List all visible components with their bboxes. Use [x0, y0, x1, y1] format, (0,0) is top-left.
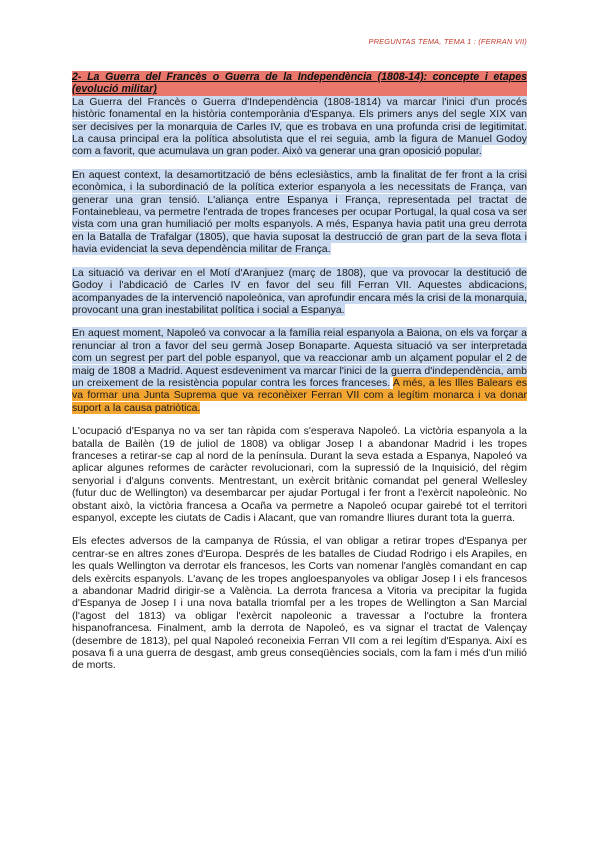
- section-heading: 2- La Guerra del Francès o Guerra de la Independència (1808-14): concepte i etapes (evolució militar): [72, 71, 527, 96]
- paragraph-2: [72, 169, 527, 256]
- paragraph-2-text: En aquest context, la desamortització de béns eclesiàstics, amb la finalitat de fer front a la crisi econòmica, i la subordinació de la política exterior espanyola a les necessitats de França, van generar una gran tensió. L'aliança entre Espanya i França, representada pel tractat de Fontainebleau, va permetre l'entrada de tropes franceses per ocupar Portugal, la qual cosa va ser vista com una gran humiliació per molts espanyols. A més, Espanya havia patit una greu derrota en la Batalla de Trafalgar (1805), que havia suposat la destrucció de gran part de la seva flota i havia evidenciat la seva dependència militar de França.: [72, 168, 527, 256]
- document-body: [72, 71, 527, 683]
- paragraph-4: [72, 327, 527, 414]
- paragraph-5: L'ocupació d'Espanya no va ser tan ràpida com s'esperava Napoleó. La victòria espanyola a la batalla de Bailèn (19 de juliol de 1808) va obligar Josep I a abandonar Madrid i les tropes franceses a retirar-se cap al nord de la península. Durant la seva estada a Espanya, Napoleó va aplicar algunes reformes de caràcter revolucionari, com la supressió de la Inquisició, del règim senyorial i d'alguns convents. Mentrestant, un exèrcit britànic comandat pel general Wellesley (futur duc de Wellington) va desembarcar per ajudar Portugal i fer front a l'exèrcit napoleònic. No obstant això, la victòria francesa a Ocaña va permetre a Napoleó ocupar gairebé tot el territori espanyol, excepte les ciutats de Cadis i Alacant, que van romandre lliures durant tota la guerra.: [72, 425, 527, 524]
- page-header: PREGUNTAS TEMA, TEMA 1 : (FERRAN VII): [368, 37, 527, 46]
- paragraph-1-text: La Guerra del Francès o Guerra d'Independència (1808-1814) va marcar l'inici d'un procés històric fonamental en la història contemporània d'Espanya. Els primers anys del segle XIX van ser decisives per la monarquia de Carles IV, que es trobava en una profunda crisi de legitimitat. La causa principal era la política absolutista que el rei seguia, amb la figura de Manuel Godoy com a favorit, que acumulava un gran poder. Això va generar una gran oposició popular.: [72, 95, 527, 158]
- paragraph-6: Els efectes adversos de la campanya de Rússia, el van obligar a retirar tropes d'Espanya per centrar-se en altres zones d'Europa. Després de les batalles de Ciudad Rodrigo i els Arapiles, en les quals Wellington va derrotar els francesos, les Corts van nomenar l'anglès comandant en cap dels exèrcits espanyols. L'avanç de les tropes angloespanyoles va obligar Josep I i els francesos a abandonar Madrid dirigir-se a València. La derrota francesa a Vitoria va precipitar la fugida d'Espanya de Josep I i una nova batalla triomfal per a les tropes de Wellington a San Marcial (l'agost del 1813) va obligar l'exèrcit napoleonic a travessar a l'octubre la frontera hispanofrancesa. Finalment, amb la derrota de Napoleó, es va signar el tractat de Valençay (desembre de 1813), pel qual Napoleó reconeixia Ferran VII com a rei legítim d'Espanya. Així es posava fi a una guerra de desgast, amb greus conseqüències socials, com la fam i més d'un milió de morts.: [72, 535, 527, 672]
- paragraph-4-text: En aquest moment, Napoleó va convocar a la família reial espanyola a Baiona, on els va forçar a renunciar al tron a favor del seu germà Josep Bonaparte. Aquesta situació va ser interpretada com un segrest per part del poble espanyol, que va reaccionar amb un alçament popular el 2 de maig de 1808 a Madrid. Aquest esdeveniment va marcar l'inici de la guerra d'independència, amb un creixement de la resistència popular contra les forces franceses.: [72, 327, 527, 389]
- paragraph-3: [72, 267, 527, 317]
- paragraph-1: [72, 96, 527, 158]
- paragraph-4-highlight: A més, a les Illes Balears es va formar una Junta Suprema que va reconèixer Ferran VII com a legítim monarca i va donar suport a la causa patriòtica.: [72, 376, 527, 414]
- paragraph-3-text: La situació va derivar en el Motí d'Aranjuez (març de 1808), que va provocar la destitució de Godoy i l'abdicació de Carles IV en favor del seu fill Ferran VII. Aquestes abdicacions, acompanyades de la intervenció napoleònica, van aprofundir encara més la crisi de la monarquia, provocant una gran inestabilitat política i social a Espanya.: [72, 266, 527, 316]
